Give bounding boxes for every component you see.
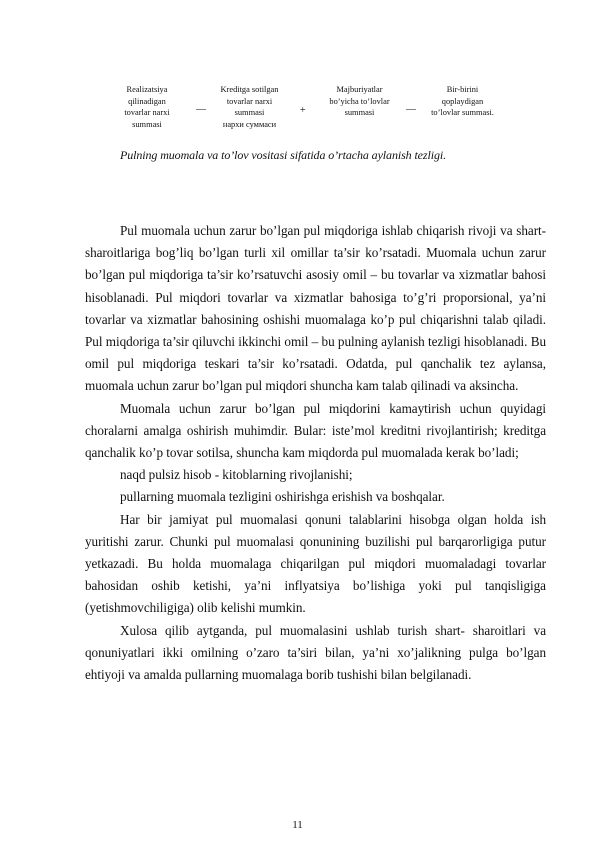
formula-minus-sign: —: [406, 104, 416, 115]
paragraph: Xulosa qilib aytganda, pul muomalasini ushlab turish shart- sharoitlari va qonuniyatlari ikki omilning o’zaro ta’siri bilan, ya’ni xo’jalikning pulga bo’lgan ehtiyoji va amalda pullarning muomalaga borib tushishi bilan belgilanadi.: [85, 622, 546, 683]
formula: [112, 84, 512, 134]
formula-term-obligations: Majburiyatlar bo’yicha to’lovlar summasi: [329, 85, 390, 117]
paragraph: pullarning muomala tezligini oshirishga erishish va boshqalar.: [120, 489, 445, 505]
formula-term-offsetting: Bir-birini qoplaydigan to’lovlar summasi.: [431, 85, 494, 117]
paragraph: Muomala uchun zarur bo’lgan pul miqdorini kamaytirish uchun quyidagi choralarni amalga oshirish muhimdir. Bular: iste’mol kreditni rivojlantirish; kreditga qanchalik ko’p tovar sotilsa, shuncha kam miqdorda pul muomalada kerak bo’ladi;: [85, 400, 546, 461]
formula-term-credit: Kreditga sotilgan tovarlar narxi summasi нархи суммаси: [220, 85, 279, 129]
body-text: [85, 220, 546, 686]
paragraph: Pul muomala uchun zarur bo’lgan pul miqdoriga ishlab chiqarish rivoji va shart-sharoitlariga bog’liq bo’lgan turli xil omillar ta’sir ko’rsatadi. Muomala uchun zarur bo’lgan pul miqdoriga ta’sir ko’rsatuvchi asosiy omil – bu tovarlar va xizmatlar bahosi hisoblanadi. Pul miqdori tovarlar va xizmatlar bahosiga to’g’ri proporsional, ya’ni tovarlar va xizmatlar bahosining oshishi muomalaga ko’p pul chiqarishni talab qiladi. Pul miqdoriga ta’sir qiluvchi ikkinchi omil – bu pulning aylanish tezligi hisoblanadi. Bu omil pul miqdoriga teskari ta’sir ko’rsatadi. Odatda, pul qanchalik tez aylansa, muomala uchun zarur bo’lgan pul miqdori shuncha kam talab qilinadi va aksincha.: [85, 223, 546, 394]
page-number: 11: [292, 819, 303, 831]
formula-minus-sign: —: [196, 104, 206, 115]
formula-caption: Pulning muomala va to’lov vositasi sifatida o’rtacha aylanish tezligi.: [120, 148, 446, 162]
paragraph: naqd pulsiz hisob - kitoblarning rivojlanishi;: [120, 467, 353, 483]
formula-plus-sign: +: [300, 105, 306, 116]
formula-term-realization: Realizatsiya qilinadigan tovarlar narxi summasi: [124, 85, 170, 129]
paragraph: Har bir jamiyat pul muomalasi qonuni talablarini hisobga olgan holda ish yuritishi zarur. Chunki pul muomalasi qonunining buzilishi pul barqarorligiga putur yetkazadi. Bu holda muomalaga chiqarilgan pul miqdori muomaladagi tovarlar bahosidan oshib ketishi, ya’ni inflyatsiya bo’lishiga yoki pul tanqisligiga (yetishmovchiligiga) olib kelishi mumkin.: [85, 511, 546, 616]
